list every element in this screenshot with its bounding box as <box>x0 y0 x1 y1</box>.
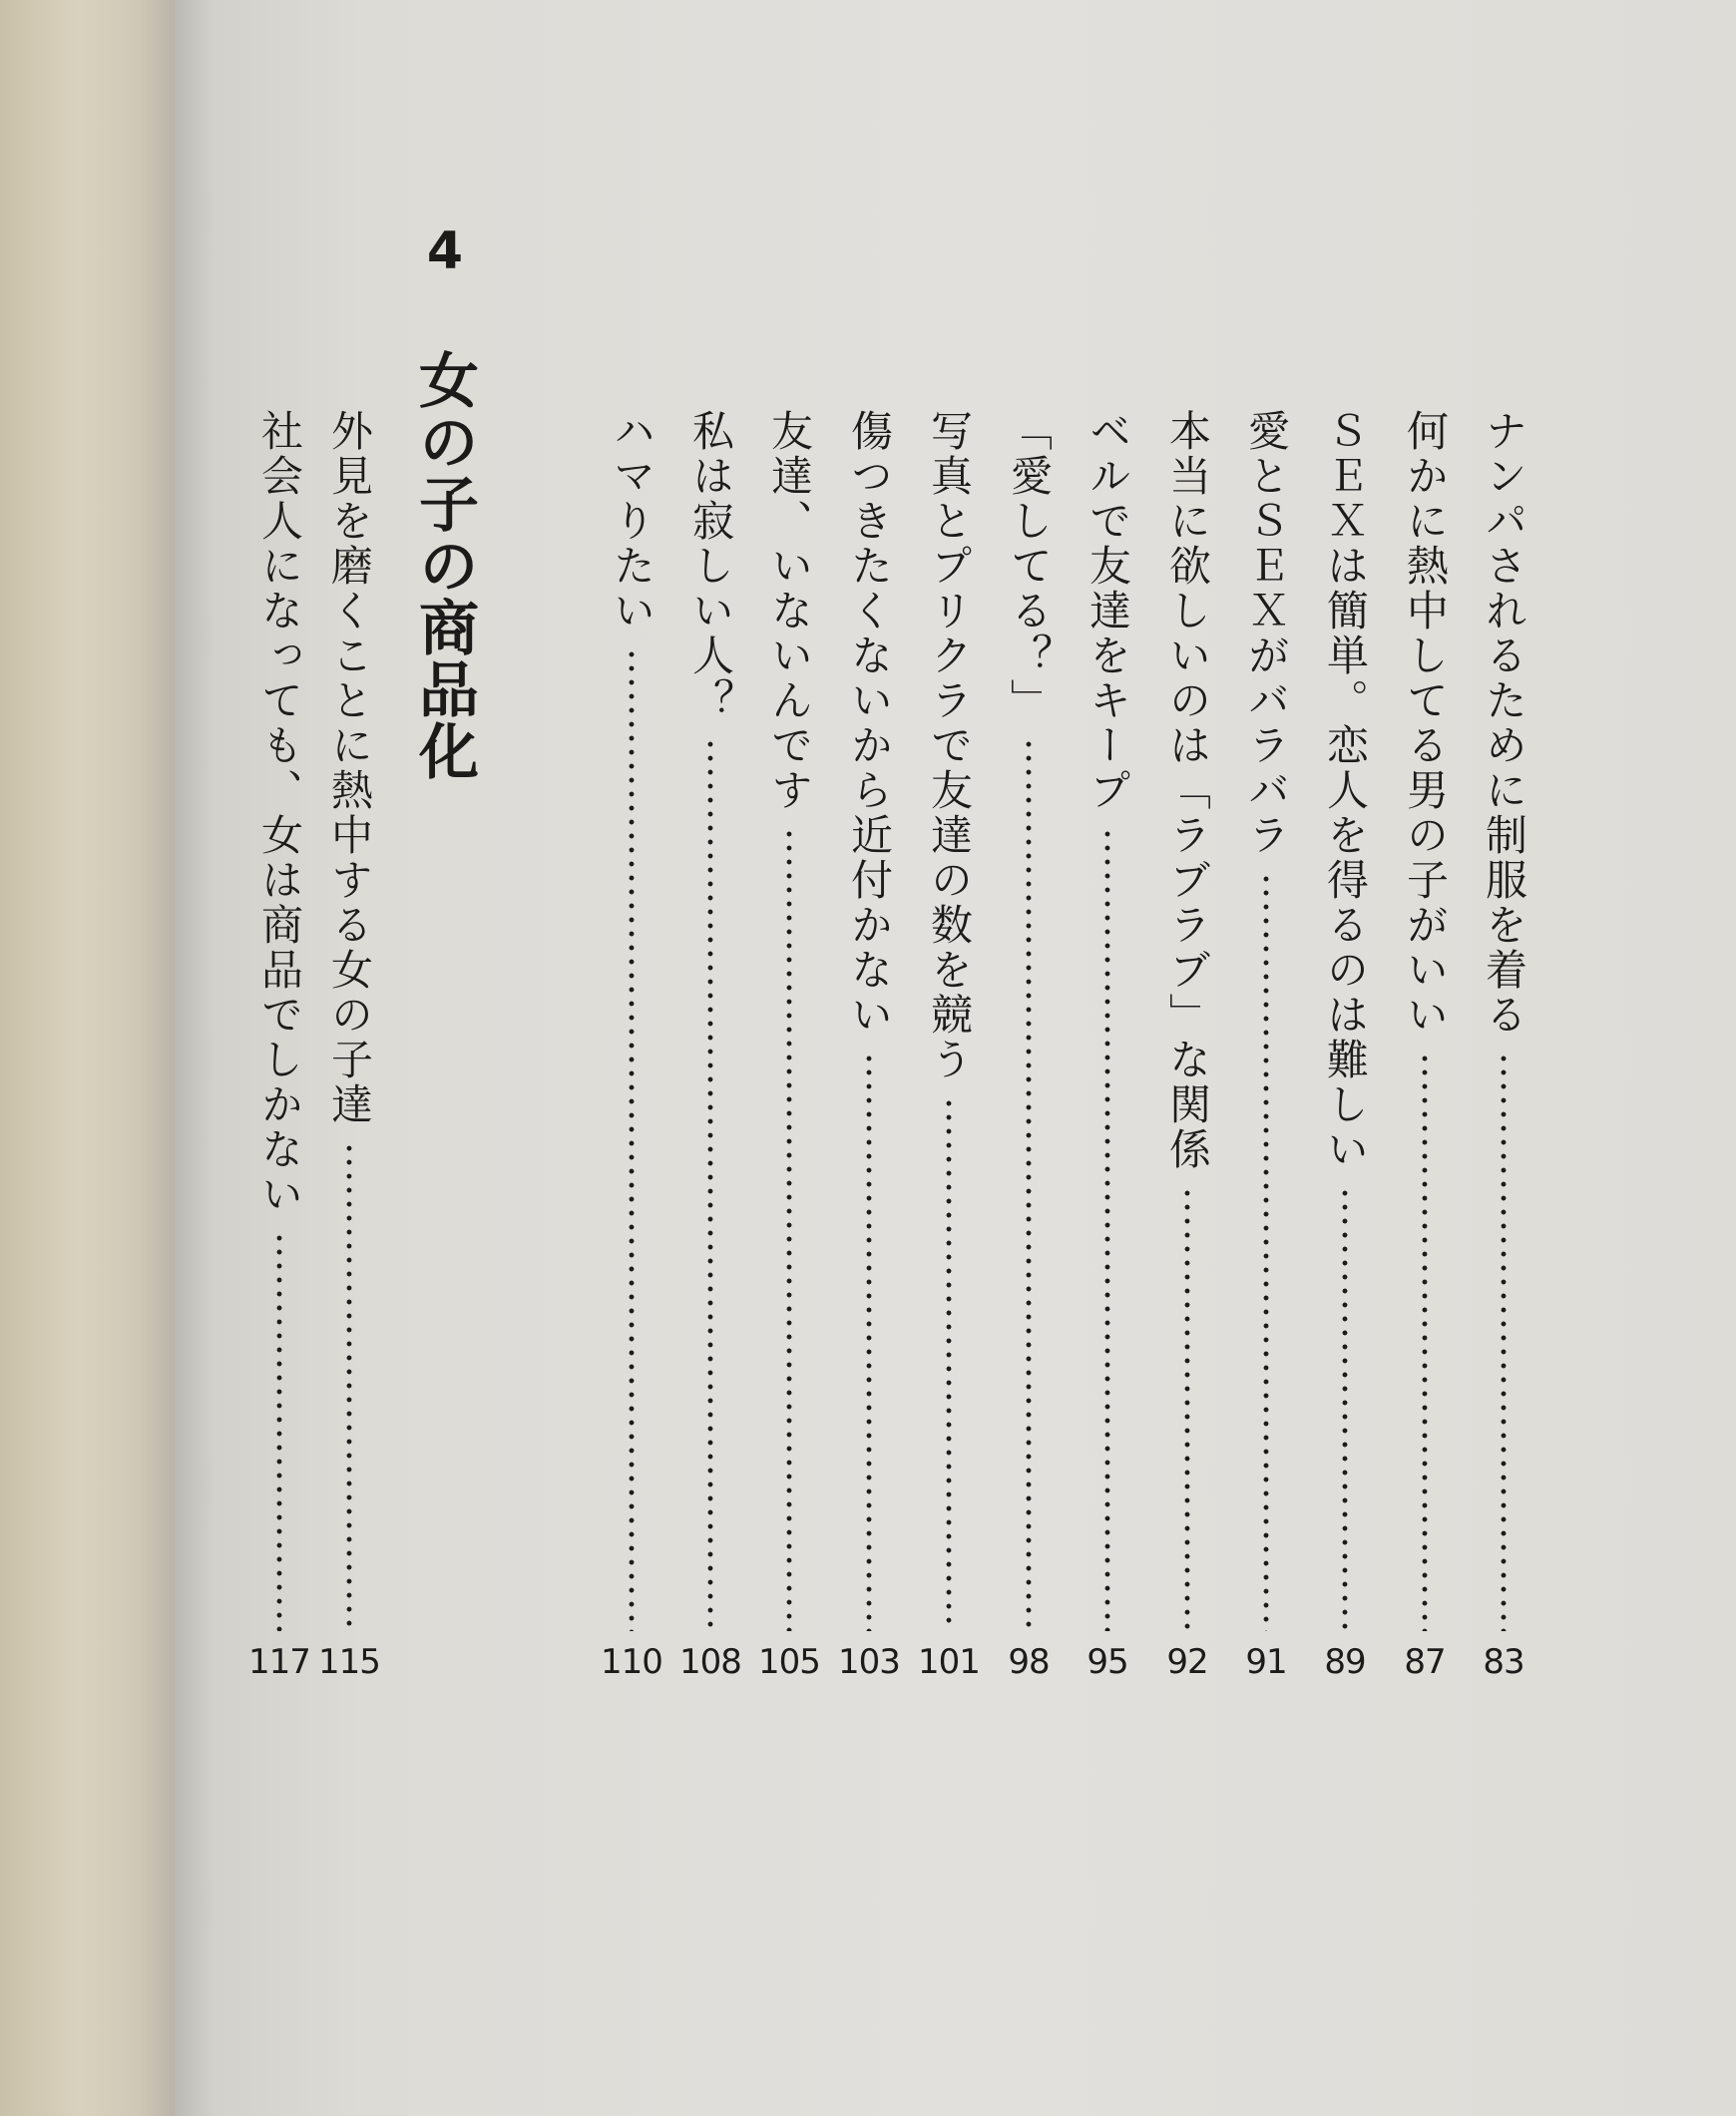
toc-leader-dots <box>944 1096 954 1631</box>
toc-entry-title: 友達、いないんです <box>765 409 814 813</box>
toc-entry-page-number: 91 <box>1245 1642 1287 1682</box>
toc-entry-title: ＳＥＸは簡単。恋人を得るのは難しい <box>1321 409 1370 1172</box>
toc-leader-dots <box>705 737 715 1631</box>
chapter-title: 女の子の商品化 <box>409 349 479 782</box>
toc-entry-page-number: 103 <box>838 1642 900 1682</box>
toc-entry-page-number: 105 <box>758 1642 820 1682</box>
toc-entry-page-number: 101 <box>918 1642 980 1682</box>
toc-entry-page-number: 115 <box>318 1642 380 1682</box>
toc-entry-title: 本当に欲しいのは「ラブラブ」な関係 <box>1163 409 1212 1172</box>
toc-leader-dots <box>1024 737 1034 1631</box>
toc-entry-title: ハマりたい <box>608 409 656 634</box>
toc-leader-dots <box>1102 827 1112 1631</box>
toc-entry-title: ベルで友達をキープ <box>1084 409 1132 813</box>
toc-entry-page-number: 110 <box>601 1642 662 1682</box>
toc-entry-page-number: 83 <box>1483 1642 1524 1682</box>
toc-entry-title: 傷つきたくないから近付かない <box>845 409 894 1038</box>
toc-entry-page-number: 92 <box>1166 1642 1208 1682</box>
toc-entry-title: 私は寂しい人？ <box>686 409 735 723</box>
toc-leader-dots <box>1499 1052 1509 1631</box>
toc-entry-page-number: 89 <box>1324 1642 1366 1682</box>
toc-entry-page-number: 117 <box>248 1642 310 1682</box>
toc-entry-page-number: 108 <box>679 1642 741 1682</box>
toc-entry-page-number: 87 <box>1404 1642 1446 1682</box>
toc-leader-dots <box>1261 872 1271 1631</box>
page-shadow <box>175 0 215 2116</box>
toc-entry-title: 愛とＳＥＸがバラバラ <box>1242 409 1291 858</box>
toc-entry-title: 社会人になっても、女は商品でしかない <box>255 409 304 1217</box>
toc-entry-title: 写真とプリクラで友達の数を競う <box>925 409 974 1082</box>
toc-leader-dots <box>274 1231 284 1631</box>
book-gutter <box>0 0 175 2116</box>
toc-leader-dots <box>344 1141 354 1631</box>
toc-leader-dots <box>1182 1186 1192 1631</box>
toc-leader-dots <box>1340 1186 1350 1631</box>
toc-entry-title: 外見を磨くことに熱中する女の子達 <box>325 409 374 1127</box>
toc-entry-title: 何かに熱中してる男の子がいい <box>1401 409 1450 1038</box>
toc-leader-dots <box>627 647 637 1631</box>
toc-leader-dots <box>864 1052 874 1631</box>
chapter-number: 4 <box>426 221 464 281</box>
toc-entry-title: ナンパされるために制服を着る <box>1480 409 1528 1038</box>
toc-entry-page-number: 95 <box>1086 1642 1128 1682</box>
toc-leader-dots <box>784 827 794 1631</box>
toc-entry-page-number: 98 <box>1008 1642 1050 1682</box>
toc-leader-dots <box>1420 1052 1430 1631</box>
toc-entry-title: 「愛してる？」 <box>1005 409 1054 723</box>
